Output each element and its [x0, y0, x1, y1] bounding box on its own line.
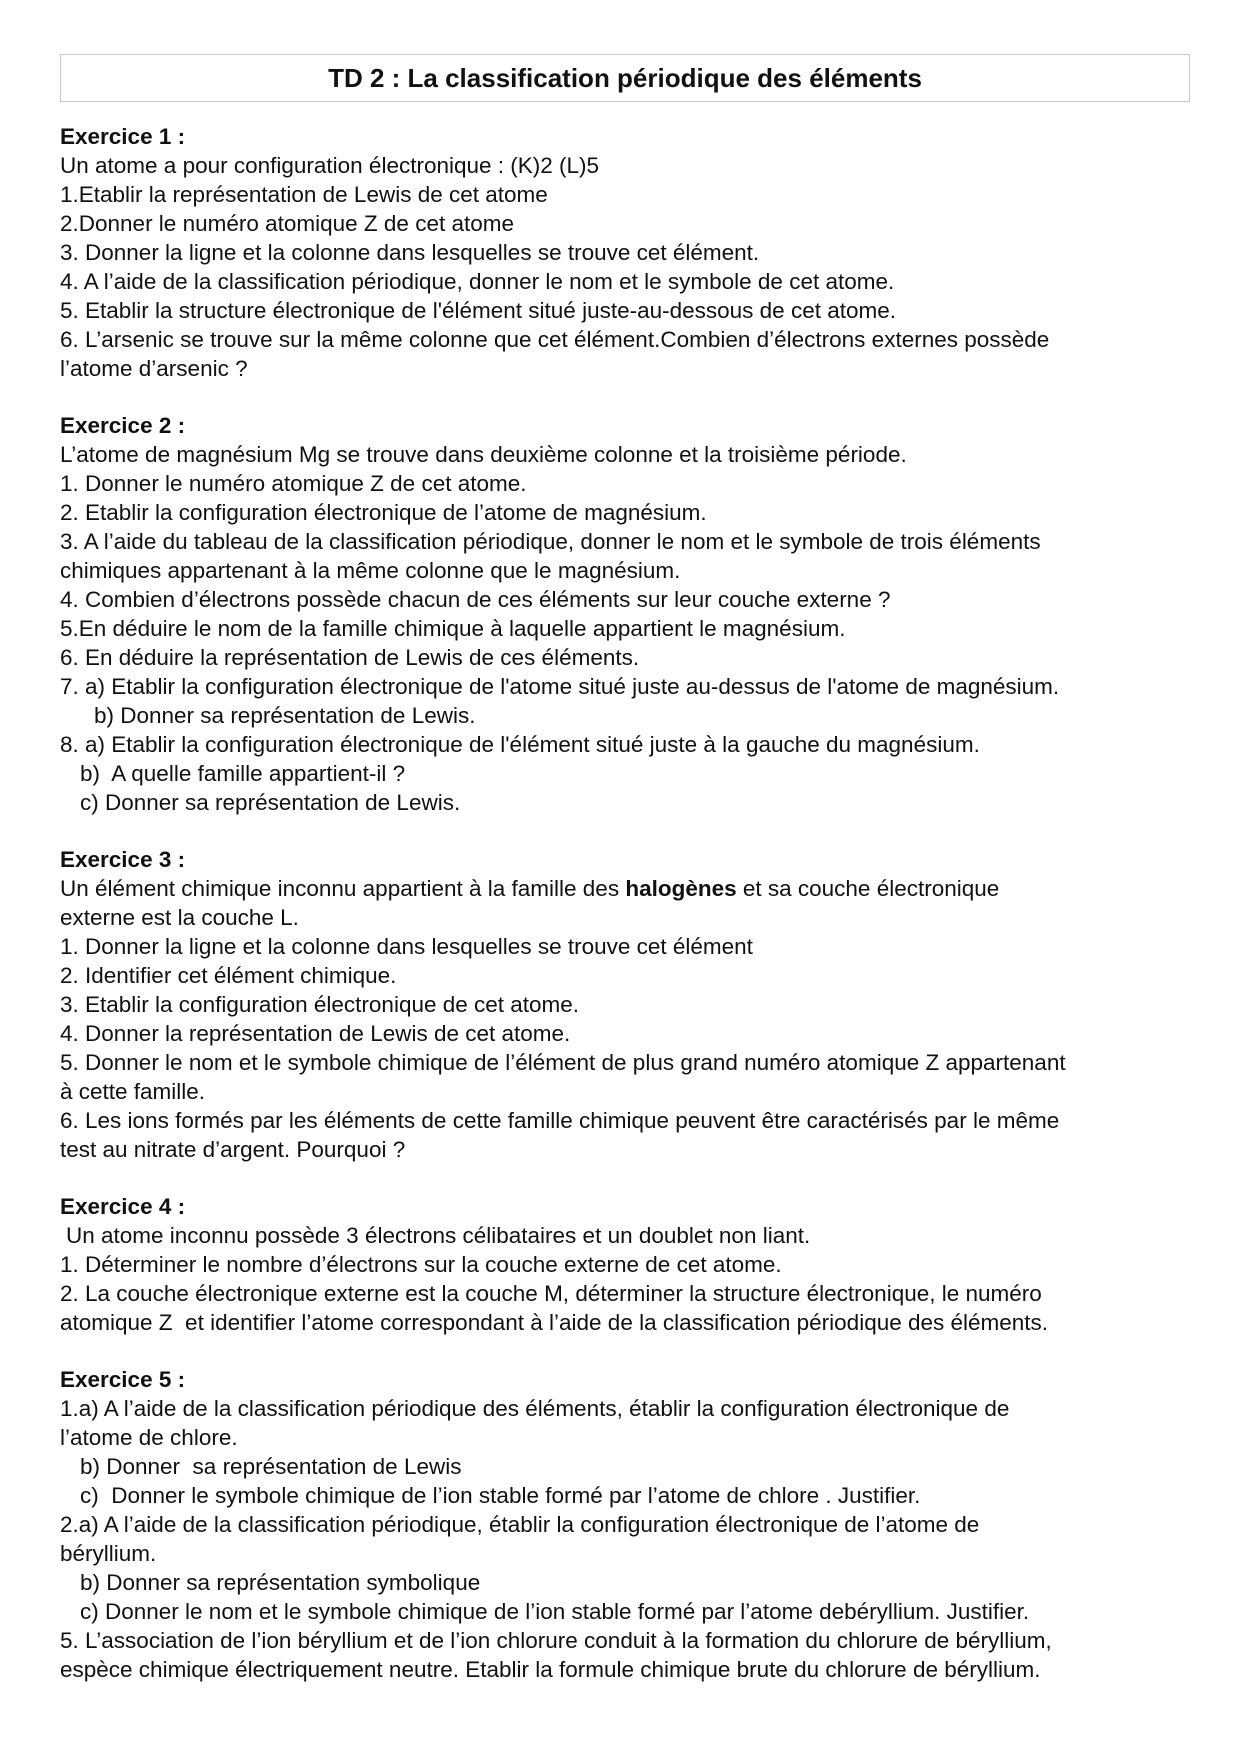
exercise-line: chimiques appartenant à la même colonne que le magnésium. — [60, 558, 681, 583]
exercise-line: b) Donner sa représentation de Lewis. — [94, 703, 476, 728]
exercise-line: 6. Les ions formés par les éléments de cette famille chimique peuvent être caractérisés par le même — [60, 1108, 1060, 1133]
exercise-line: 1. Déterminer le nombre d’électrons sur la couche externe de cet atome. — [60, 1252, 782, 1277]
exercise-line: 1. Donner la ligne et la colonne dans lesquelles se trouve cet élément — [60, 934, 753, 959]
exercise-line: 1.Etablir la représentation de Lewis de cet atome — [60, 182, 548, 207]
exercise-line: 7. a) Etablir la configuration électronique de l'atome situé juste au-dessus de l'atome de magnésium. — [60, 674, 1060, 699]
exercise-line: 4. Combien d’électrons possède chacun de ces éléments sur leur couche externe ? — [60, 587, 891, 612]
exercise-line: 8. a) Etablir la configuration électronique de l'élément situé juste à la gauche du magnésium. — [60, 732, 980, 757]
intro-text: Un élément chimique inconnu appartient à la famille des — [60, 876, 626, 901]
exercise-line: 4. Donner la représentation de Lewis de cet atome. — [60, 1021, 571, 1046]
exercise-line: 2. Identifier cet élément chimique. — [60, 963, 397, 988]
exercise-4 — [60, 1192, 1190, 1337]
exercise-line: 2.a) A l’aide de la classification périodique, établir la configuration électronique de l’atome de — [60, 1512, 980, 1537]
exercise-line: l’atome d’arsenic ? — [60, 356, 248, 381]
exercise-line: 5. L’association de l’ion béryllium et de l’ion chlorure conduit à la formation du chlorure de béryllium, — [60, 1628, 1052, 1653]
exercise-line: L’atome de magnésium Mg se trouve dans deuxième colonne et la troisième période. — [60, 442, 907, 467]
exercise-line: 1.a) A l’aide de la classification périodique des éléments, établir la configuration électronique de — [60, 1396, 1010, 1421]
exercise-line: 5. Etablir la structure électronique de l'élément situé juste-au-dessous de cet atome. — [60, 298, 896, 323]
exercise-line: b) Donner sa représentation de Lewis — [80, 1454, 462, 1479]
exercise-2 — [60, 411, 1190, 817]
exercise-line: 3. Donner la ligne et la colonne dans lesquelles se trouve cet élément. — [60, 240, 760, 265]
exercise-line: 6. En déduire la représentation de Lewis de ces éléments. — [60, 645, 640, 670]
exercise-1 — [60, 122, 1190, 383]
document-page — [60, 54, 1190, 1712]
exercise-line: c) Donner sa représentation de Lewis. — [80, 790, 461, 815]
exercise-line: 2. Etablir la configuration électronique de l’atome de magnésium. — [60, 500, 707, 525]
exercise-line: test au nitrate d’argent. Pourquoi ? — [60, 1137, 406, 1162]
exercise-line: l’atome de chlore. — [60, 1425, 238, 1450]
exercise-line: béryllium. — [60, 1541, 157, 1566]
exercise-line: 5. Donner le nom et le symbole chimique de l’élément de plus grand numéro atomique Z appartenant — [60, 1050, 1066, 1075]
exercise-5 — [60, 1365, 1190, 1684]
exercise-line: c) Donner le symbole chimique de l’ion stable formé par l’atome de chlore . Justifier. — [80, 1483, 921, 1508]
exercise-line: Un atome inconnu possède 3 électrons célibataires et un doublet non liant. — [66, 1223, 811, 1248]
exercise-title: Exercice 5 : — [60, 1367, 186, 1392]
exercise-line: espèce chimique électriquement neutre. Etablir la formule chimique brute du chlorure de béryllium. — [60, 1657, 1041, 1682]
exercise-line: atomique Z et identifier l’atome correspondant à l’aide de la classification périodique des éléments. — [60, 1310, 1049, 1335]
intro-text: et sa couche électronique — [736, 876, 1000, 901]
exercise-line: c) Donner le nom et le symbole chimique de l’ion stable formé par l’atome debéryllium. Justifier. — [80, 1599, 1030, 1624]
exercise-line: 2. La couche électronique externe est la couche M, déterminer la structure électronique, le numéro — [60, 1281, 1042, 1306]
exercise-title: Exercice 2 : — [60, 413, 186, 438]
exercise-title: Exercice 3 : — [60, 847, 186, 872]
exercise-title: Exercice 1 : — [60, 124, 186, 149]
exercise-line: 3. A l’aide du tableau de la classification périodique, donner le nom et le symbole de trois éléments — [60, 529, 1041, 554]
exercise-title: Exercice 4 : — [60, 1194, 186, 1219]
exercise-line: 5.En déduire le nom de la famille chimique à laquelle appartient le magnésium. — [60, 616, 846, 641]
exercise-line: 6. L’arsenic se trouve sur la même colonne que cet élément.Combien d’électrons externes possède — [60, 327, 1050, 352]
exercise-line: b) A quelle famille appartient-il ? — [80, 761, 406, 786]
exercise-line: 4. A l’aide de la classification périodique, donner le nom et le symbole de cet atome. — [60, 269, 895, 294]
exercise-line: externe est la couche L. — [60, 905, 299, 930]
exercise-line: Un atome a pour configuration électronique : (K)2 (L)5 — [60, 153, 600, 178]
exercise-3 — [60, 845, 1190, 1164]
page-title: TD 2 : La classification périodique des éléments — [60, 54, 1190, 102]
exercise-line: 3. Etablir la configuration électronique de cet atome. — [60, 992, 580, 1017]
exercise-intro — [60, 874, 1190, 903]
exercise-line: 1. Donner le numéro atomique Z de cet atome. — [60, 471, 527, 496]
halogenes-keyword: halogènes — [625, 876, 737, 901]
exercise-line: à cette famille. — [60, 1079, 206, 1104]
exercise-line: b) Donner sa représentation symbolique — [80, 1570, 481, 1595]
exercise-line: 2.Donner le numéro atomique Z de cet atome — [60, 211, 514, 236]
